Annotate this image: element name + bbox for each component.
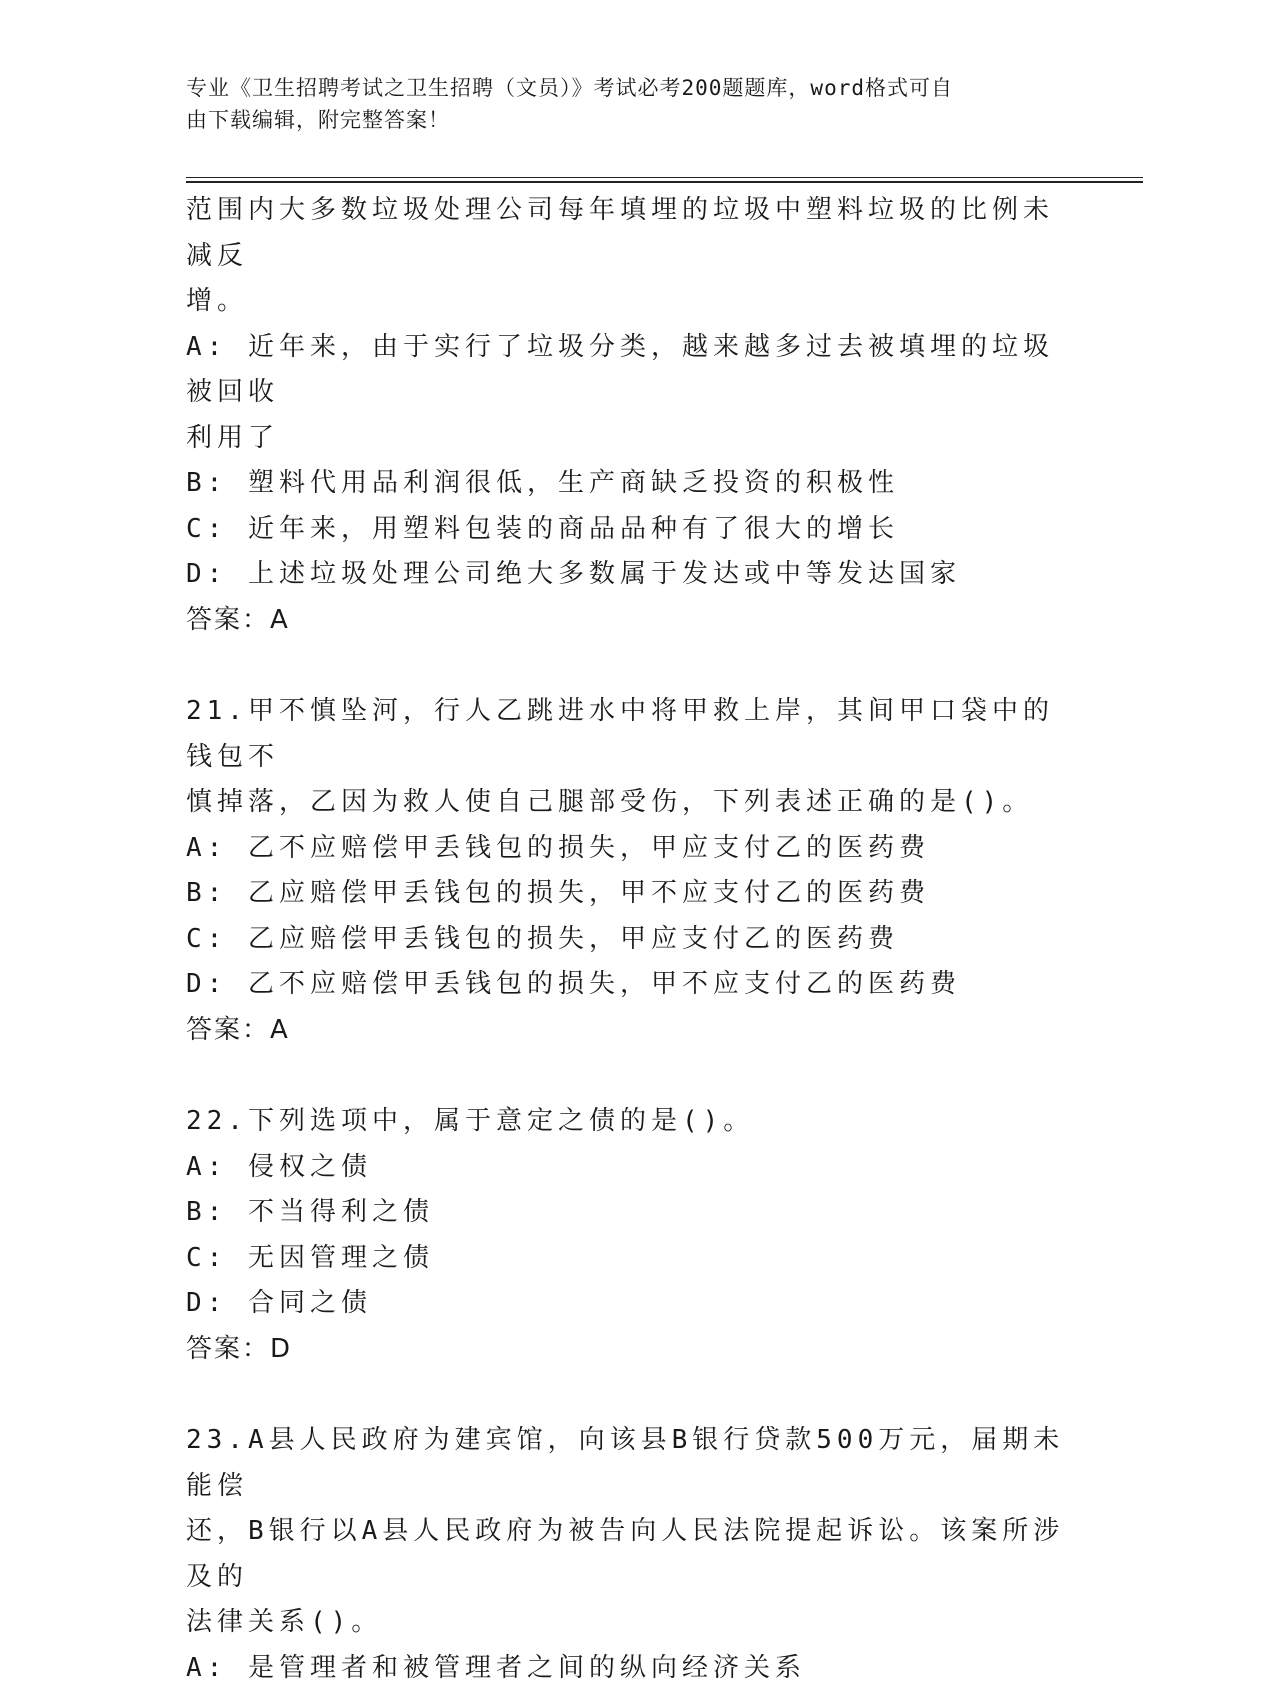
question-stem-line: 慎掉落，乙因为救人使自己腿部受伤，下列表述正确的是()。 [186,780,1066,826]
header-line-1: 专业《卫生招聘考试之卫生招聘（文员）》考试必考200题题库，word格式可自 [186,72,1066,104]
option-a: A: 乙不应赔偿甲丢钱包的损失，甲应支付乙的医药费 [186,826,1066,872]
question-stem-line: 还，B银行以A县人民政府为被告向人民法院提起诉讼。该案所涉及的 [186,1509,1066,1600]
option-c: C: 近年来，用塑料包装的商品品种有了很大的增长 [186,507,1066,553]
question-stem-line: 22.下列选项中，属于意定之债的是()。 [186,1099,1066,1145]
option-c: C: 乙应赔偿甲丢钱包的损失，甲应支付乙的医药费 [186,917,1066,963]
option-a: A: 侵权之债 [186,1145,1066,1191]
option-b: B: 乙应赔偿甲丢钱包的损失，甲不应支付乙的医药费 [186,871,1066,917]
option-a: A: 近年来，由于实行了垃圾分类，越来越多过去被填埋的垃圾被回收 [186,325,1066,416]
option-a-continuation: 利用了 [186,416,1066,462]
question-fragment [186,188,1066,643]
question-21 [186,689,1066,1053]
question-22 [186,1099,1066,1372]
question-stem-line: 法律关系()。 [186,1600,1066,1646]
question-23 [186,1418,1066,1691]
page-header [186,72,1066,136]
option-d: D: 上述垃圾处理公司绝大多数属于发达或中等发达国家 [186,552,1066,598]
option-a: A: 是管理者和被管理者之间的纵向经济关系 [186,1646,1066,1691]
question-stem-line: 增。 [186,279,1066,325]
answer-line: 答案：D [186,1327,1066,1373]
answer-line: 答案：A [186,598,1066,644]
answer-line: 答案：A [186,1008,1066,1054]
header-rule-thin [186,177,1143,178]
option-d: D: 乙不应赔偿甲丢钱包的损失，甲不应支付乙的医药费 [186,962,1066,1008]
option-b: B: 塑料代用品利润很低，生产商缺乏投资的积极性 [186,461,1066,507]
option-d: D: 合同之债 [186,1281,1066,1327]
question-stem-line: 21.甲不慎坠河，行人乙跳进水中将甲救上岸，其间甲口袋中的钱包不 [186,689,1066,780]
spacer [186,1372,1066,1418]
option-c: C: 无因管理之债 [186,1236,1066,1282]
header-rule-thick [186,181,1143,183]
question-stem-line: 23.A县人民政府为建宾馆，向该县B银行贷款500万元，届期未能偿 [186,1418,1066,1509]
option-b: B: 不当得利之债 [186,1190,1066,1236]
spacer [186,643,1066,689]
spacer [186,1053,1066,1099]
header-line-2: 由下载编辑，附完整答案！ [186,104,1066,136]
document-content [186,188,1066,1691]
question-stem-line: 范围内大多数垃圾处理公司每年填埋的垃圾中塑料垃圾的比例未减反 [186,188,1066,279]
